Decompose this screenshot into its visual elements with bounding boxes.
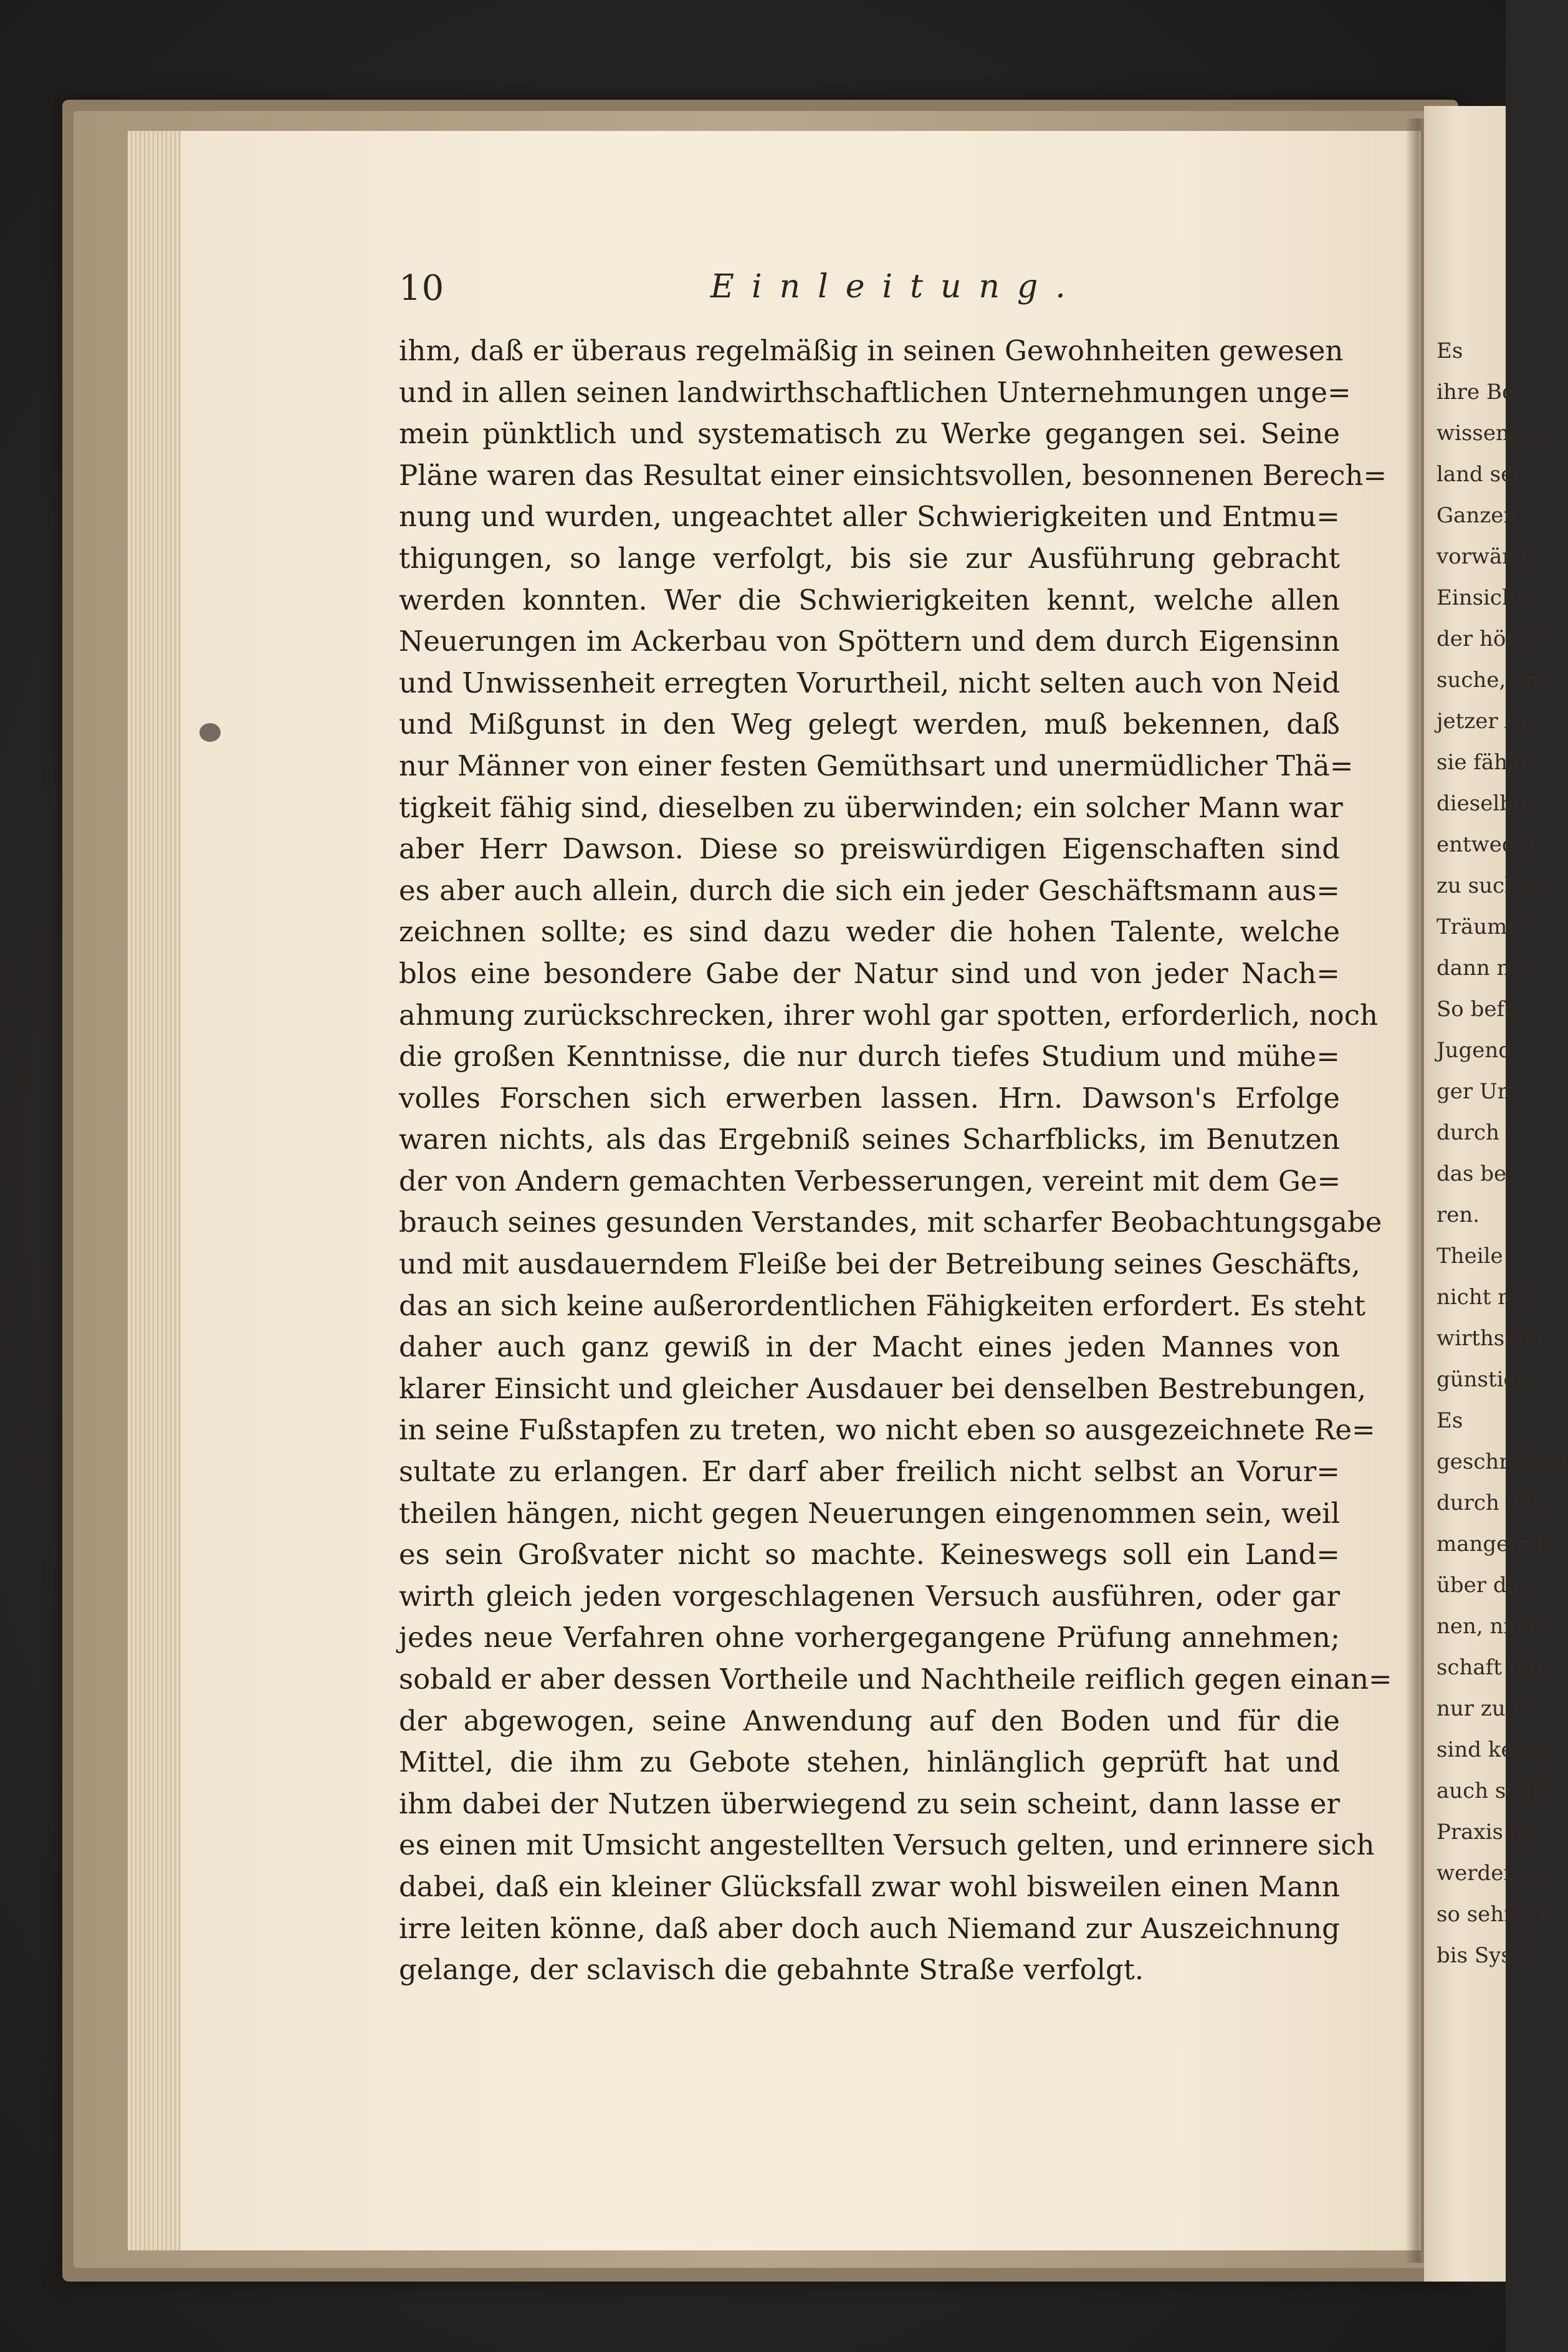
right-page-line: Theile — [1437, 1244, 1503, 1269]
text-line: ihm dabei der Nutzen überwiegend zu sein scheint, dann lasse er — [399, 1787, 1340, 1820]
text-line: mein pünktlich und systematisch zu Werke gegangen sei. Seine — [399, 417, 1340, 451]
text-line: der abgewogen, seine Anwendung auf den Boden und für die — [399, 1704, 1340, 1737]
text-line: und Unwissenheit erregten Vorurtheil, nicht selten auch von Neid — [399, 666, 1340, 699]
right-page-line: wirthscha — [1437, 1326, 1543, 1351]
text-line: nung und wurden, ungeachtet aller Schwierigkeiten und Entmu= — [399, 500, 1340, 534]
right-page-line: nen, nicht — [1437, 1614, 1544, 1639]
text-line: ihm, daß er überaus regelmäßig in seinen Gewohnheiten gewesen — [399, 334, 1344, 367]
text-line: waren nichts, als das Ergebniß seines Scharfblicks, im Benutzen — [399, 1123, 1340, 1156]
text-line: jedes neue Verfahren ohne vorhergegangene Prüfung annehmen; — [399, 1621, 1340, 1654]
right-page-line: Es — [1437, 338, 1463, 363]
body-text — [399, 330, 1392, 1991]
text-line: sultate zu erlangen. Er darf aber freilich nicht selbst an Vorur= — [399, 1455, 1340, 1489]
text-line: und mit ausdauerndem Fleiße bei der Betreibung seines Geschäfts, — [399, 1247, 1360, 1281]
right-page-line: sie fähig — [1437, 750, 1528, 775]
right-page-line: So befol — [1437, 997, 1524, 1022]
right-page-line: ger Um — [1437, 1079, 1518, 1104]
right-page-line: so sehr zu — [1437, 1902, 1546, 1927]
text-line: es aber auch allein, durch die sich ein jeder Geschäftsmann aus= — [399, 873, 1340, 907]
text-line: Pläne waren das Resultat einer einsichtsvollen, besonnenen Berech= — [399, 458, 1387, 492]
right-page-line: Einsicht — [1437, 585, 1524, 610]
right-page-line: Ganzen — [1437, 503, 1518, 528]
right-page-line: durch — [1437, 1120, 1499, 1145]
text-line: irre leiten könne, daß aber doch auch Niemand zur Auszeichnung — [399, 1911, 1340, 1945]
right-page-line: mangelnde — [1437, 1532, 1556, 1557]
right-page-line: ihre Be — [1437, 380, 1515, 405]
ink-stain — [199, 723, 221, 742]
text-line: zeichnen sollte; es sind dazu weder die hohen Talente, welche — [399, 915, 1340, 949]
text-line: und Mißgunst in den Weg gelegt werden, muß bekennen, daß — [399, 708, 1340, 741]
right-page-line: das be — [1437, 1161, 1507, 1186]
right-page-line: dann no — [1437, 956, 1524, 981]
text-line: nur Männer von einer festen Gemüthsart und unermüdlicher Thä= — [399, 749, 1354, 782]
right-page-line: wissensch — [1437, 421, 1546, 446]
right-page-line: werden, u — [1437, 1861, 1544, 1886]
page-header — [399, 268, 1340, 318]
text-line: es einen mit Umsicht angestellten Versuch gelten, und erinnere sich — [399, 1828, 1375, 1862]
running-head: Einleitung. — [710, 268, 1083, 305]
text-line: aber Herr Dawson. Diese so preiswürdigen Eigenschaften sind — [399, 832, 1340, 866]
right-page-fragment — [1424, 106, 1568, 2282]
right-page-line: auch sollte — [1437, 1778, 1554, 1803]
text-line: in seine Fußstapfen zu treten, wo nicht eben so ausgezeichnete Re= — [399, 1413, 1375, 1447]
text-line: volles Forschen sich erwerben lassen. Hrn. Dawson's Erfolge — [399, 1081, 1340, 1115]
text-line: gelange, der sclavisch die gebahnte Straße verfolgt. — [399, 1953, 1144, 1987]
right-page-line: jetzer Ar — [1437, 709, 1531, 734]
right-page-line: der höher — [1437, 626, 1542, 651]
page-number: 10 — [399, 268, 445, 309]
text-line: thigungen, so lange verfolgt, bis sie zur Ausführung gebracht — [399, 541, 1340, 575]
right-page-line: dieselbe — [1437, 791, 1526, 816]
text-line: wirth gleich jeden vorgeschlagenen Versuch ausführen, oder gar — [399, 1579, 1340, 1613]
text-line: brauch seines gesunden Verstandes, mit scharfer Beobachtungsgabe — [399, 1206, 1382, 1239]
text-line: daher auch ganz gewiß in der Macht eines jeden Mannes von — [399, 1330, 1340, 1364]
right-page-line: über das, — [1437, 1573, 1537, 1598]
right-page-line: ren. — [1437, 1202, 1480, 1227]
right-page-line: sind keines — [1437, 1737, 1557, 1762]
right-page-line: schaft dur — [1437, 1655, 1546, 1680]
right-page-line: suche, da — [1437, 668, 1539, 693]
text-line: der von Andern gemachten Verbesserungen, vereint mit dem Ge= — [399, 1164, 1341, 1198]
right-page-line: Jugend — [1437, 1038, 1513, 1063]
right-page-line: durch das — [1437, 1490, 1544, 1515]
right-page-line: Praxis ist, — [1437, 1820, 1543, 1845]
right-page-line: land sei — [1437, 462, 1521, 487]
text-line: und in allen seinen landwirthschaftlichen Unternehmungen unge= — [399, 375, 1351, 409]
right-page-line: nicht me — [1437, 1285, 1531, 1310]
right-page-line: bis Syste — [1437, 1943, 1533, 1968]
text-line: Mittel, die ihm zu Gebote stehen, hinlänglich geprüft hat und — [399, 1745, 1340, 1779]
right-page-line: nur zu A — [1437, 1696, 1528, 1721]
text-line: Neuerungen im Ackerbau von Spöttern und dem durch Eigensinn — [399, 625, 1340, 658]
right-page-line: entweder — [1437, 832, 1539, 857]
text-line: theilen hängen, nicht gegen Neuerungen eingenommen sein, weil — [399, 1496, 1340, 1530]
text-line: tigkeit fähig sind, dieselben zu überwinden; ein solcher Mann war — [399, 790, 1343, 824]
text-line: werden konnten. Wer die Schwierigkeiten kennt, welche allen — [399, 583, 1340, 617]
right-page-text — [1437, 330, 1568, 1976]
text-line: es sein Großvater nicht so machte. Keineswegs soll ein Land= — [399, 1538, 1340, 1572]
right-page-line: Träumer — [1437, 914, 1530, 939]
text-line: das an sich keine außerordentlichen Fähigkeiten erfordert. Es steht — [399, 1289, 1365, 1322]
text-line: sobald er aber dessen Vortheile und Nachtheile reiflich gegen einan= — [399, 1663, 1392, 1696]
page-edges — [128, 131, 184, 2250]
text-line: dabei, daß ein kleiner Glücksfall zwar wohl bisweilen einen Mann — [399, 1870, 1340, 1903]
right-page-line: zu suchen — [1437, 873, 1544, 898]
text-line: die großen Kenntnisse, die nur durch tiefes Studium und mühe= — [399, 1040, 1340, 1073]
right-page-line: Es — [1437, 1408, 1463, 1433]
text-line: ahmung zurückschrecken, ihrer wohl gar spotten, erforderlich, noch — [399, 998, 1378, 1032]
text-line: klarer Einsicht und gleicher Ausdauer bei denselben Bestrebungen, — [399, 1371, 1367, 1405]
text-line: blos eine besondere Gabe der Natur sind und von jeder Nach= — [399, 956, 1340, 990]
right-page-line: vorwärts — [1437, 544, 1532, 569]
right-page-line: geschrieben — [1437, 1449, 1568, 1474]
right-page-line: günstigt, — [1437, 1367, 1532, 1392]
